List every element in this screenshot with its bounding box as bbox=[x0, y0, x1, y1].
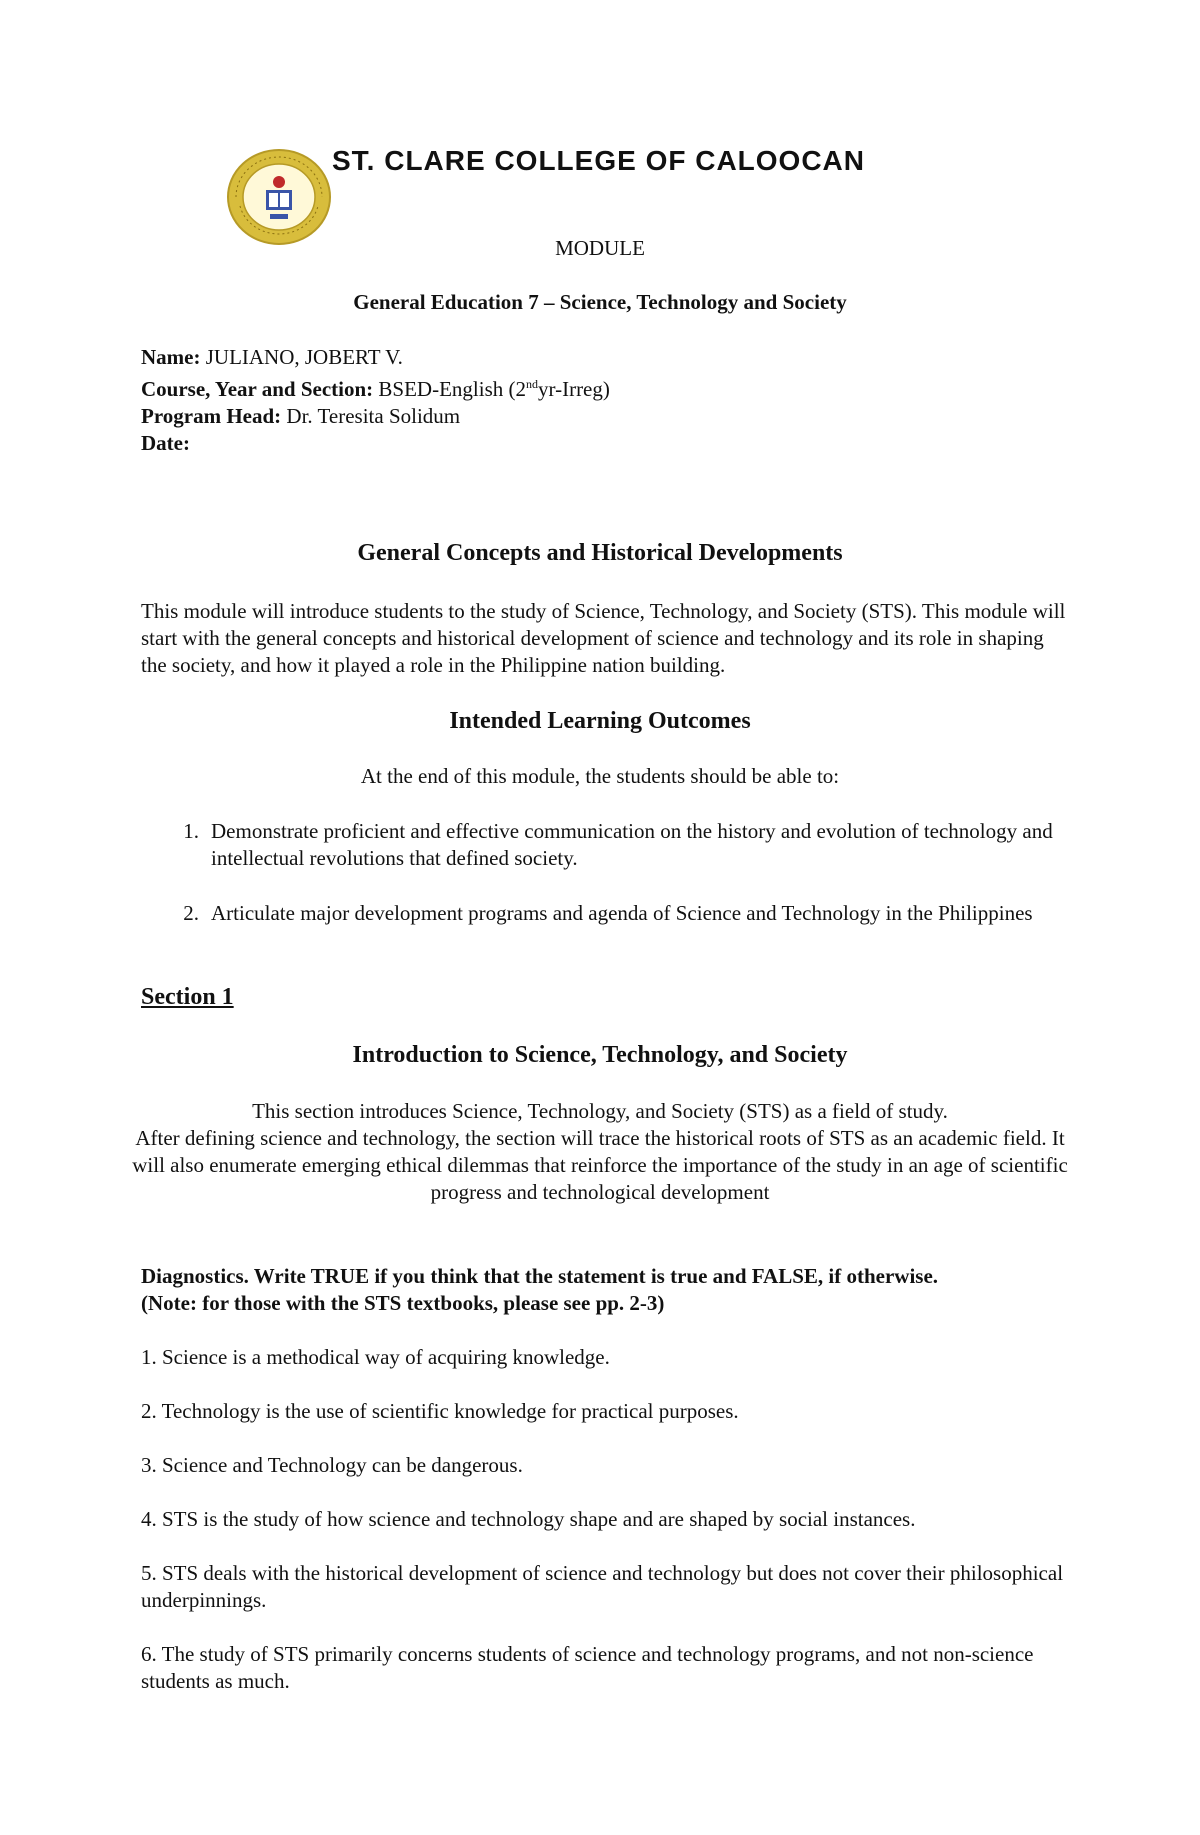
diagnostics-note: (Note: for those with the STS textbooks, please see pp. 2-3) bbox=[141, 1291, 665, 1315]
program-head-value: Dr. Teresita Solidum bbox=[286, 404, 461, 428]
course-label: Course, Year and Section: bbox=[141, 377, 374, 401]
course-title: General Education 7 – Science, Technology and Society bbox=[353, 290, 847, 314]
outcome-number: 2. bbox=[183, 901, 199, 925]
outcome-item bbox=[141, 818, 1071, 872]
program-head-row bbox=[141, 403, 610, 430]
outcome-text: Articulate major development programs and agenda of Science and Technology in the Philippines bbox=[211, 901, 1033, 925]
course-row bbox=[141, 371, 610, 403]
diagnostics-questions bbox=[141, 1344, 1071, 1722]
section-intro-line: This section introduces Science, Technology, and Society (STS) as a field of study. bbox=[252, 1099, 948, 1123]
question-item: 3. Science and Technology can be dangerous. bbox=[141, 1453, 523, 1477]
name-value: JULIANO, JOBERT V. bbox=[205, 345, 403, 369]
question-item: 1. Science is a methodical way of acquiring knowledge. bbox=[141, 1345, 610, 1369]
student-info bbox=[141, 344, 610, 457]
concepts-paragraph: This module will introduce students to the study of Science, Technology, and Society (STS). This module will start with the general concepts and historical development of science and technology and its role in shaping the society, and how it played a role in the Philippine nation building. bbox=[141, 599, 1066, 677]
question-item: 4. STS is the study of how science and technology shape and are shaped by social instances. bbox=[141, 1507, 916, 1531]
section-intro-line: After defining science and technology, the section will trace the historical roots of STS as an academic field. It will also enumerate emerging ethical dilemmas that reinforce the importance of the study in an age of scientific progress and technological development bbox=[132, 1126, 1068, 1204]
date-label: Date: bbox=[141, 431, 190, 455]
diagnostics-instruction: Diagnostics. Write TRUE if you think that the statement is true and FALSE, if otherwise. bbox=[141, 1264, 939, 1288]
module-label: MODULE bbox=[555, 236, 645, 260]
section-heading: Introduction to Science, Technology, and Society bbox=[352, 1042, 848, 1068]
section-intro bbox=[130, 1098, 1070, 1206]
course-value-superscript: nd bbox=[526, 377, 539, 391]
outcome-text: Demonstrate proficient and effective communication on the history and evolution of technology and intellectual revolutions that defined society. bbox=[211, 819, 1053, 870]
question-item: 6. The study of STS primarily concerns students of science and technology programs, and not non-science students as much. bbox=[141, 1642, 1034, 1693]
outcome-number: 1. bbox=[183, 819, 199, 843]
outcome-item bbox=[141, 900, 1071, 927]
school-seal-logo bbox=[226, 148, 332, 246]
name-row bbox=[141, 344, 610, 371]
outcomes-list bbox=[141, 818, 1071, 955]
outcomes-heading: Intended Learning Outcomes bbox=[449, 708, 751, 734]
course-value-suffix: yr-Irreg) bbox=[538, 377, 610, 401]
course-value: BSED-English (2 bbox=[378, 377, 527, 401]
question-item: 5. STS deals with the historical development of science and technology but does not cover their philosophical underpinnings. bbox=[141, 1561, 1064, 1612]
concepts-heading: General Concepts and Historical Developments bbox=[357, 540, 843, 566]
outcomes-intro: At the end of this module, the students should be able to: bbox=[360, 764, 840, 788]
name-label: Name: bbox=[141, 345, 201, 369]
section-label: Section 1 bbox=[141, 984, 234, 1010]
program-head-label: Program Head: bbox=[141, 404, 282, 428]
school-name: ST. CLARE COLLEGE OF CALOOCAN bbox=[332, 145, 865, 176]
date-row bbox=[141, 430, 610, 457]
diagnostics-instructions bbox=[141, 1263, 1101, 1317]
question-item: 2. Technology is the use of scientific knowledge for practical purposes. bbox=[141, 1399, 739, 1423]
